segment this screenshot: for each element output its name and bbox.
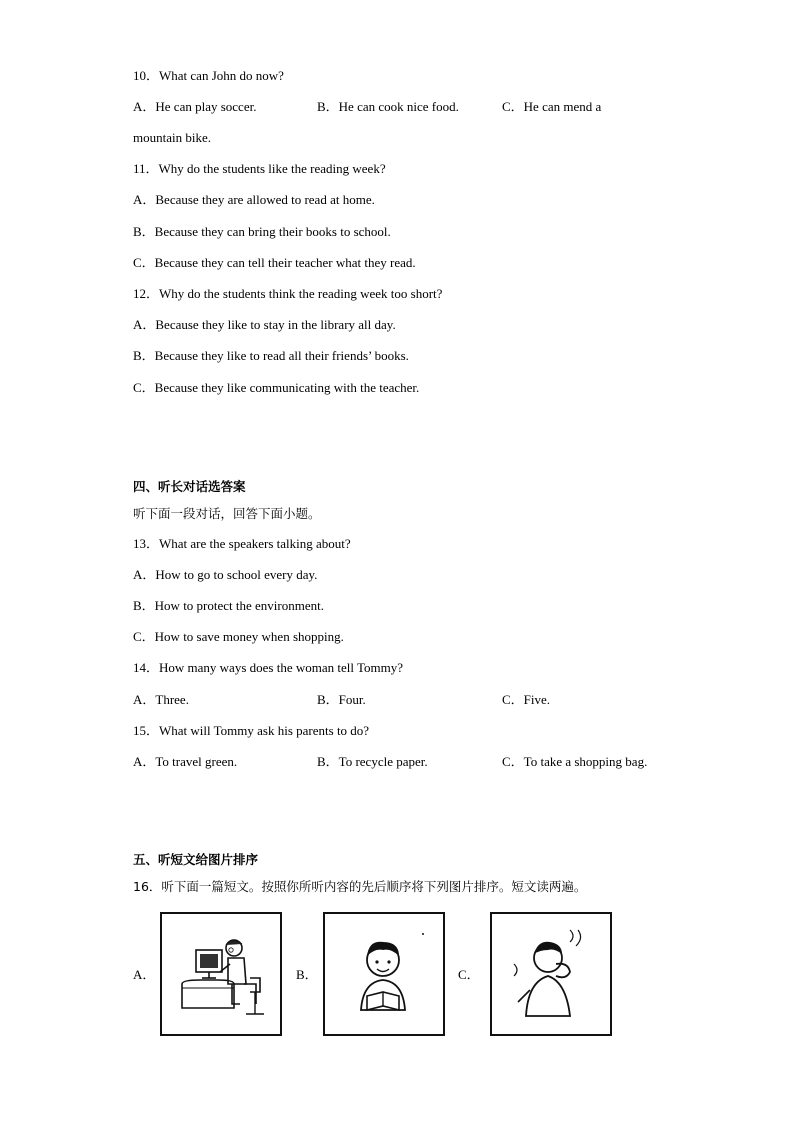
- q12-option-c[interactable]: C．Because they like communicating with the teacher.: [133, 380, 420, 395]
- q14-question: 14．How many ways does the woman tell Tommy?: [133, 660, 404, 675]
- q12-option-b[interactable]: B．Because they like to read all their friends’ books.: [133, 348, 409, 363]
- q14-option-c[interactable]: C．Five.: [502, 692, 551, 707]
- q15-option-a[interactable]: A．To travel green.: [133, 754, 238, 769]
- q13-option-b[interactable]: B．How to protect the environment.: [133, 598, 324, 613]
- q12-question: 12．Why do the students think the reading week too short?: [133, 286, 443, 301]
- picture-b: [323, 912, 445, 1036]
- section4-title: 四、听长对话选答案: [133, 479, 246, 494]
- q10-option-a[interactable]: A．He can play soccer.: [133, 99, 257, 114]
- q10-option-b[interactable]: B．He can cook nice food.: [317, 99, 459, 114]
- picture-c: [490, 912, 612, 1036]
- q15-question: 15．What will Tommy ask his parents to do?: [133, 723, 370, 738]
- q15-option-c[interactable]: C．To take a shopping bag.: [502, 754, 648, 769]
- q10-option-c[interactable]: C．He can mend a: [502, 99, 602, 114]
- q14-option-a[interactable]: A．Three.: [133, 692, 189, 707]
- q13-option-c[interactable]: C．How to save money when shopping.: [133, 629, 344, 644]
- picture-b-label: B．: [296, 967, 318, 982]
- picture-a-label: A．: [133, 967, 156, 982]
- person-eating-icon: [490, 912, 612, 1036]
- q11-option-a[interactable]: A．Because they are allowed to read at home.: [133, 192, 375, 207]
- section4-instruction: 听下面一段对话，回答下面小题。: [133, 506, 321, 521]
- q11-option-b[interactable]: B．Because they can bring their books to school.: [133, 224, 391, 239]
- q13-option-a[interactable]: A．How to go to school every day.: [133, 567, 318, 582]
- section5-instruction: 16．听下面一篇短文。按照你所听内容的先后顺序将下列图片排序。短文读两遍。: [133, 879, 587, 894]
- picture-a: [160, 912, 282, 1036]
- q10-option-c-continued: mountain bike.: [133, 130, 211, 145]
- q15-option-b[interactable]: B．To recycle paper.: [317, 754, 428, 769]
- boy-reading-book-icon: [323, 912, 445, 1036]
- q13-question: 13．What are the speakers talking about?: [133, 536, 351, 551]
- person-at-computer-icon: [160, 912, 282, 1036]
- q12-option-a[interactable]: A．Because they like to stay in the library all day.: [133, 317, 396, 332]
- q14-option-b[interactable]: B．Four.: [317, 692, 366, 707]
- q11-option-c[interactable]: C．Because they can tell their teacher what they read.: [133, 255, 416, 270]
- section5-title: 五、听短文给图片排序: [133, 852, 259, 867]
- q11-question: 11．Why do the students like the reading week?: [133, 161, 386, 176]
- q10-question: 10．What can John do now?: [133, 68, 284, 83]
- picture-c-label: C．: [458, 967, 480, 982]
